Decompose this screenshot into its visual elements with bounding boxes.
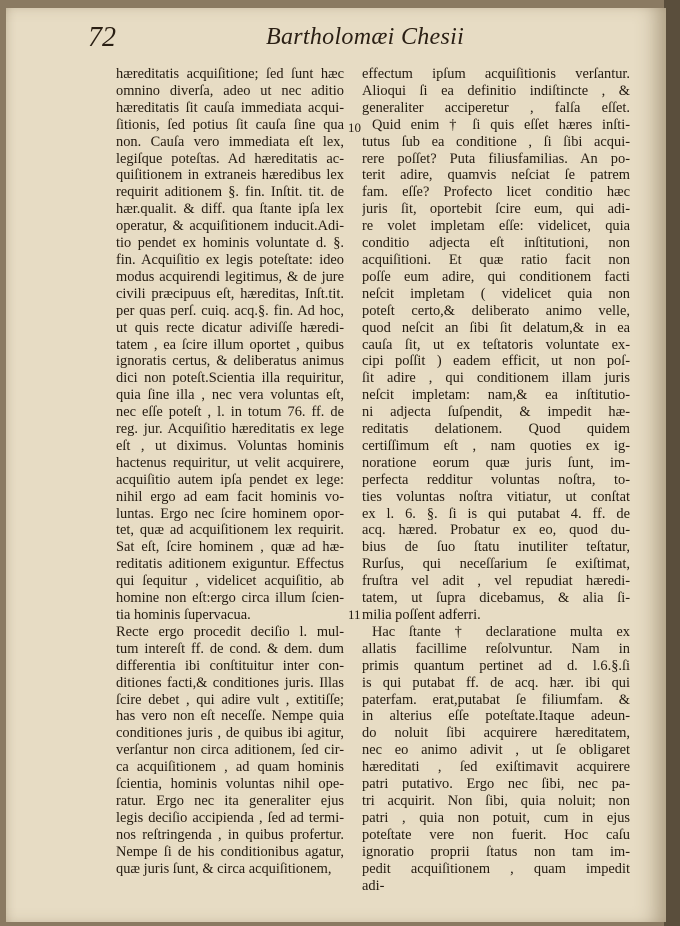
text-line: luntas. Ergo nec ſcire hominem opor- <box>116 505 344 522</box>
text-line: non. Cauſa vero immediata eſt lex, <box>116 133 344 150</box>
text-line: rere poſſet? Puta filiusfamilias. An po- <box>362 150 630 167</box>
text-line: generaliter acciperetur , falſa eſſet. <box>362 99 630 116</box>
text-line: bius de ſuo ſtatu inutiliter teſtatur, <box>362 539 630 556</box>
text-line: operatur, & acquiſitionem inducit.Adi- <box>116 218 344 235</box>
text-line: tatem, ut ſupra dicebamus, & alia ſi- <box>362 590 630 607</box>
text-line: adi- <box>362 877 385 894</box>
text-line: poteſt certo,& deliberato animo velle, <box>362 302 630 319</box>
text-line: ſcire debet , qui adire vult , extitiſſe; <box>116 691 344 708</box>
text-line: ex l. 6. §. ſi is qui putabat 4. ff. de <box>362 505 630 522</box>
text-line: ca acquiſitionem , ad quam hominis <box>116 759 344 776</box>
right-column <box>348 66 630 894</box>
text-line: hær.qualit. & diff. qua ſtante ipſa lex <box>116 201 344 218</box>
text-line: in alterius eſſe poteſtate.Itaque adeun- <box>362 708 630 725</box>
text-line: hæreditatis ſit cauſa immediata acqui- <box>116 99 344 116</box>
text-line: hactenus requiritur, ut velit acquirere, <box>116 454 344 471</box>
text-line: acquiſitioni. Et quæ ratio facit non <box>362 251 630 268</box>
text-line: juris ſit, oportebit ſcire eum, qui adi- <box>362 201 630 218</box>
text-line: tio pendet ex hominis voluntate d. §. <box>116 235 344 252</box>
margin-number-10: 10 <box>348 120 361 135</box>
text-line: legiſque poteſtas. Ad hæreditatis ac- <box>116 150 344 167</box>
text-line: tutus ſub ea conditione , ſi ſibi acqui- <box>362 133 630 150</box>
text-line: cauſa ſit, ut ex teſtatoris voluntate ex- <box>362 336 630 353</box>
text-line: quæ juris ſunt, & circa acquiſitionem, <box>116 860 332 877</box>
text-line: ditiones facti,& conditiones juris. Illas <box>116 674 344 691</box>
text-line: Sat eſt, ſcire hominem , quæ ad hæ- <box>116 539 344 556</box>
text-line: quiſitionem in extraneis hæredibus lex <box>116 167 344 184</box>
margin-number-11: 11 <box>348 607 361 622</box>
text-line: nec eo animo adivit , ut ſe obligaret <box>362 742 630 759</box>
text-line: omnino diverſa, adeo ut nec aditio <box>116 82 344 99</box>
text-line: requirit aditionem §. fin. Inſtit. tit. de <box>116 184 344 201</box>
text-line: paterfam. erat,putabat ſe filiumfam. & <box>362 691 630 708</box>
text-line: fam. eſſe? Profecto licet conditio hæc <box>362 184 630 201</box>
text-line: civili præcipuus eſt, hæreditas, Inſt.tit. <box>116 285 344 302</box>
text-line: qui ſequitur , videlicet acquiſitio, ab <box>116 573 344 590</box>
text-line: quod neſcit an ſibi ſit delatum,& in ea <box>362 319 630 336</box>
text-line: has vero non eſt neceſſe. Nempe quia <box>116 708 344 725</box>
text-line: perfecta redditur voluntas noſtra, to- <box>362 471 630 488</box>
text-line: poteſtate vere non fuerit. Hoc caſu <box>362 826 630 843</box>
text-line: nos reſtringenda , in quibus profertur. <box>116 826 344 843</box>
text-line: differentia ibi conſtituitur inter con- <box>116 657 344 674</box>
text-line: ut quis recte dicatur adiviſſe hæredi- <box>116 319 344 336</box>
text-line: Hac ſtante † declaratione multa ex <box>372 623 630 640</box>
text-line: acq. hæred. Probatur ex eo, quod du- <box>362 522 630 539</box>
text-line: do noluit ſibi acquirere hæreditatem, <box>362 725 630 742</box>
page-number: 72 <box>88 22 116 53</box>
text-line: reg. jur. Acquiſitio hæreditatis ex lege <box>116 421 344 438</box>
text-line: reditatis delationem. Quod quidem <box>362 421 630 438</box>
book-edge <box>664 0 680 926</box>
text-line: effectum ipſum acquiſitionis verſantur. <box>362 66 630 82</box>
text-line: patri putativo. Ergo nec ſibi, nec pa- <box>362 776 630 793</box>
text-line: Recte ergo procedit deciſio l. mul- <box>116 623 344 640</box>
text-line: tatem , ea ſcire illum oportet , quibus <box>116 336 344 353</box>
text-line: Nempe ſi de his conditionibus agatur, <box>116 843 344 860</box>
text-line: neſcit impletam: nam,& ea inſtitutio- <box>362 387 630 404</box>
text-line: ratur. Ergo nec ita generaliter ejus <box>116 792 344 809</box>
text-line: quia ſine illa , nec vera voluntas eſt, <box>116 387 344 404</box>
page-header <box>88 18 648 58</box>
text-line: noratione eorum quæ juris ſunt, im- <box>362 454 630 471</box>
text-line: conditio adjecta eſt inſtitutioni, non <box>362 235 630 252</box>
text-line: nec eſſe poteſt , l. in totum 76. ff. de <box>116 404 344 421</box>
text-line: modus acquirendi legitimus, & de jure <box>116 268 344 285</box>
text-line: hæreditatis acquiſitione; ſed ſunt hæc <box>116 66 344 82</box>
text-line: conditiones juris , de quibus ibi agitur, <box>116 725 344 742</box>
text-line: patri , quia non potuit, cum in ejus <box>362 809 630 826</box>
text-line: primis quantum pertinet ad d. l.6.§.ſi <box>362 657 630 674</box>
text-line: eſt , ut diximus. Voluntas hominis <box>116 437 344 454</box>
text-line: pedit acquiſitionem , quam impedit <box>362 860 630 877</box>
text-line: acquiſitio autem ipſa pendet ex lege: <box>116 471 344 488</box>
text-line: ignoratio proprii ſtatus non tam im- <box>362 843 630 860</box>
text-line: milia poſſent adferri. <box>362 607 481 623</box>
text-line: Alioqui ſi ea definitio indiſtincte , & <box>362 82 630 99</box>
text-line: nihil ergo ad eam facit hominis vo- <box>116 488 344 505</box>
running-title: Bartholomæi Chesii <box>266 24 465 50</box>
text-line: cipi poſſit ) eadem efficit, ut non poſ- <box>362 353 630 370</box>
text-line: Rurſus, qui neceſſarium ſe exiſtimat, <box>362 556 630 573</box>
text-line: ni adjecta ſuſpendit, & impedit hæ- <box>362 404 630 421</box>
text-line: tet, quæ ad acquiſitionem lex requirit. <box>116 522 344 539</box>
text-line: dici non poteſt.Scientia illa requiritur, <box>116 370 344 387</box>
text-line: tia hominis ſupervacua. <box>116 607 251 623</box>
text-line: neſcit impletam ( videlicet quia non <box>362 285 630 302</box>
text-line: tri acquirit. Non ſibi, quia noluit; non <box>362 792 630 809</box>
text-line: certiſſimum eſt , nam quoties ex ig- <box>362 437 630 454</box>
text-line: ſit adire , qui conditionem illam juris <box>362 370 630 387</box>
text-line: reditatis aditionem exiguntur. Effectus <box>116 556 344 573</box>
text-line: ignoratis certus, & deliberatus animus <box>116 353 344 370</box>
left-column <box>116 66 344 878</box>
text-line: terit adire, quamvis neſciat ſe patrem <box>362 167 630 184</box>
text-line: homine non eſt:ergo circa illum ſcien- <box>116 590 344 607</box>
text-line: fin. Acquiſitio ex legis poteſtate: ideo <box>116 251 344 268</box>
text-line: per quas perſ. cuiq. acq.§. fin. Ad hoc, <box>116 302 344 319</box>
text-line: Quid enim † ſi quis eſſet hæres inſti- <box>372 116 630 133</box>
text-line: verſantur non circa aditionem, ſed cir- <box>116 742 344 759</box>
text-line: ſitionis, ſed potius ſit cauſa ſine qua <box>116 116 344 133</box>
text-line: ſcientia, hominis voluntas nihil ope- <box>116 776 344 793</box>
text-line: fruſtra vel adit , vel repudiat hæredi- <box>362 573 630 590</box>
text-line: allatis facillime reſolvuntur. Nam in <box>362 640 630 657</box>
text-line: poſſe eum adire, qui conditionem facti <box>362 268 630 285</box>
text-line: ties voluntas noſtra vitiatur, ut conſtat <box>362 488 630 505</box>
text-line: legis deciſio accipienda , ſed ad termi- <box>116 809 344 826</box>
text-line: hæreditati , ſed exiſtimavit acquirere <box>362 759 630 776</box>
text-line: is qui putabat ff. de acq. hær. ibi qui <box>362 674 630 691</box>
text-line: tum intereſt ff. de cond. & dem. dum <box>116 640 344 657</box>
text-line: re volet impletam eſſe: videlicet, quia <box>362 218 630 235</box>
